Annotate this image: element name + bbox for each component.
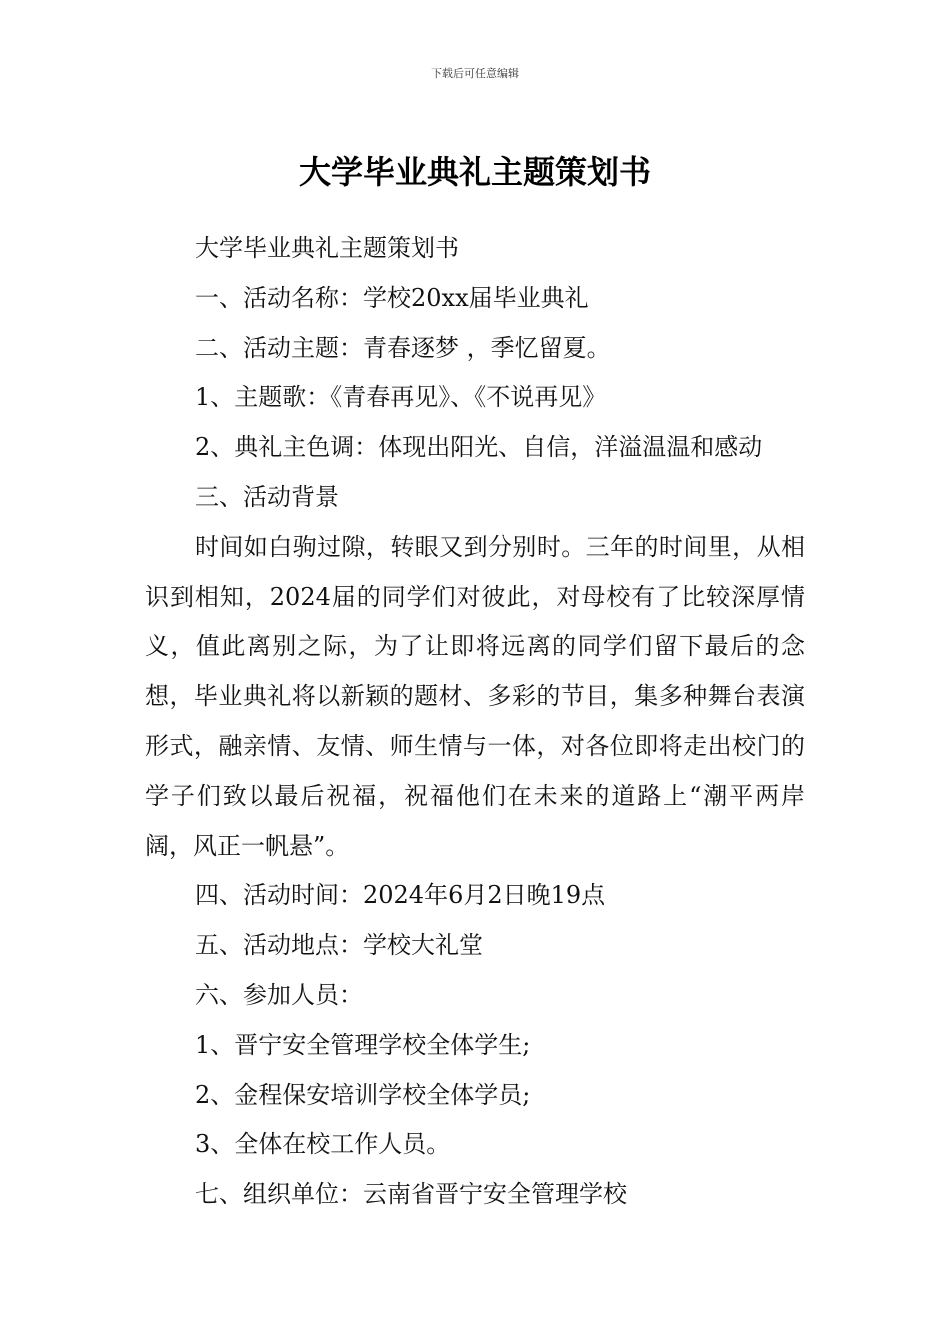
paragraph-background-heading: 三、活动背景: [195, 482, 339, 511]
paragraph-activity-theme: 二、活动主题：青春逐梦 ，季忆留夏。: [195, 333, 611, 362]
document-body: [145, 224, 805, 1220]
paragraph-participant-3: 3、全体在校工作人员。: [195, 1130, 451, 1159]
paragraph-participants-heading: 六、参加人员：: [195, 980, 363, 1009]
paragraph-participant-1: 1、晋宁安全管理学校全体学生;: [195, 1030, 531, 1059]
document-title: 大学毕业典礼主题策划书: [298, 153, 651, 192]
paragraph-background-text: 时间如白驹过隙，转眼又到分别时。三年的时间里，从相识到相知，2024届的同学们对彼此，对母校有了比较深厚情义，值此离别之际，为了让即将远离的同学们留下最后的念想，毕业典礼将以新颖的题材、多彩的节目，集多种舞台表演形式，融亲情、友情、师生情与一体，对各位即将走出校门的学子们致以最后祝福，祝福他们在未来的道路上“潮平两岸阔，风正一帆悬”。: [145, 532, 805, 860]
paragraph-activity-time: 四、活动时间：2024年6月2日晚19点: [195, 881, 606, 910]
page-header-note: 下载后可任意编辑: [431, 67, 519, 80]
paragraph-participant-2: 2、金程保安培训学校全体学员;: [195, 1080, 531, 1109]
paragraph-main-tone: 2、典礼主色调：体现出阳光、自信，洋溢温温和感动: [195, 433, 763, 462]
paragraph-theme-song: 1、主题歌：《青春再见》、《不说再见》: [195, 383, 607, 412]
paragraph-organizer: 七、组织单位：云南省晋宁安全管理学校: [195, 1180, 627, 1209]
paragraph-activity-name: 一、活动名称：学校20xx届毕业典礼: [195, 283, 589, 312]
paragraph-activity-location: 五、活动地点：学校大礼堂: [195, 931, 483, 960]
paragraph-subtitle: 大学毕业典礼主题策划书: [195, 234, 459, 262]
